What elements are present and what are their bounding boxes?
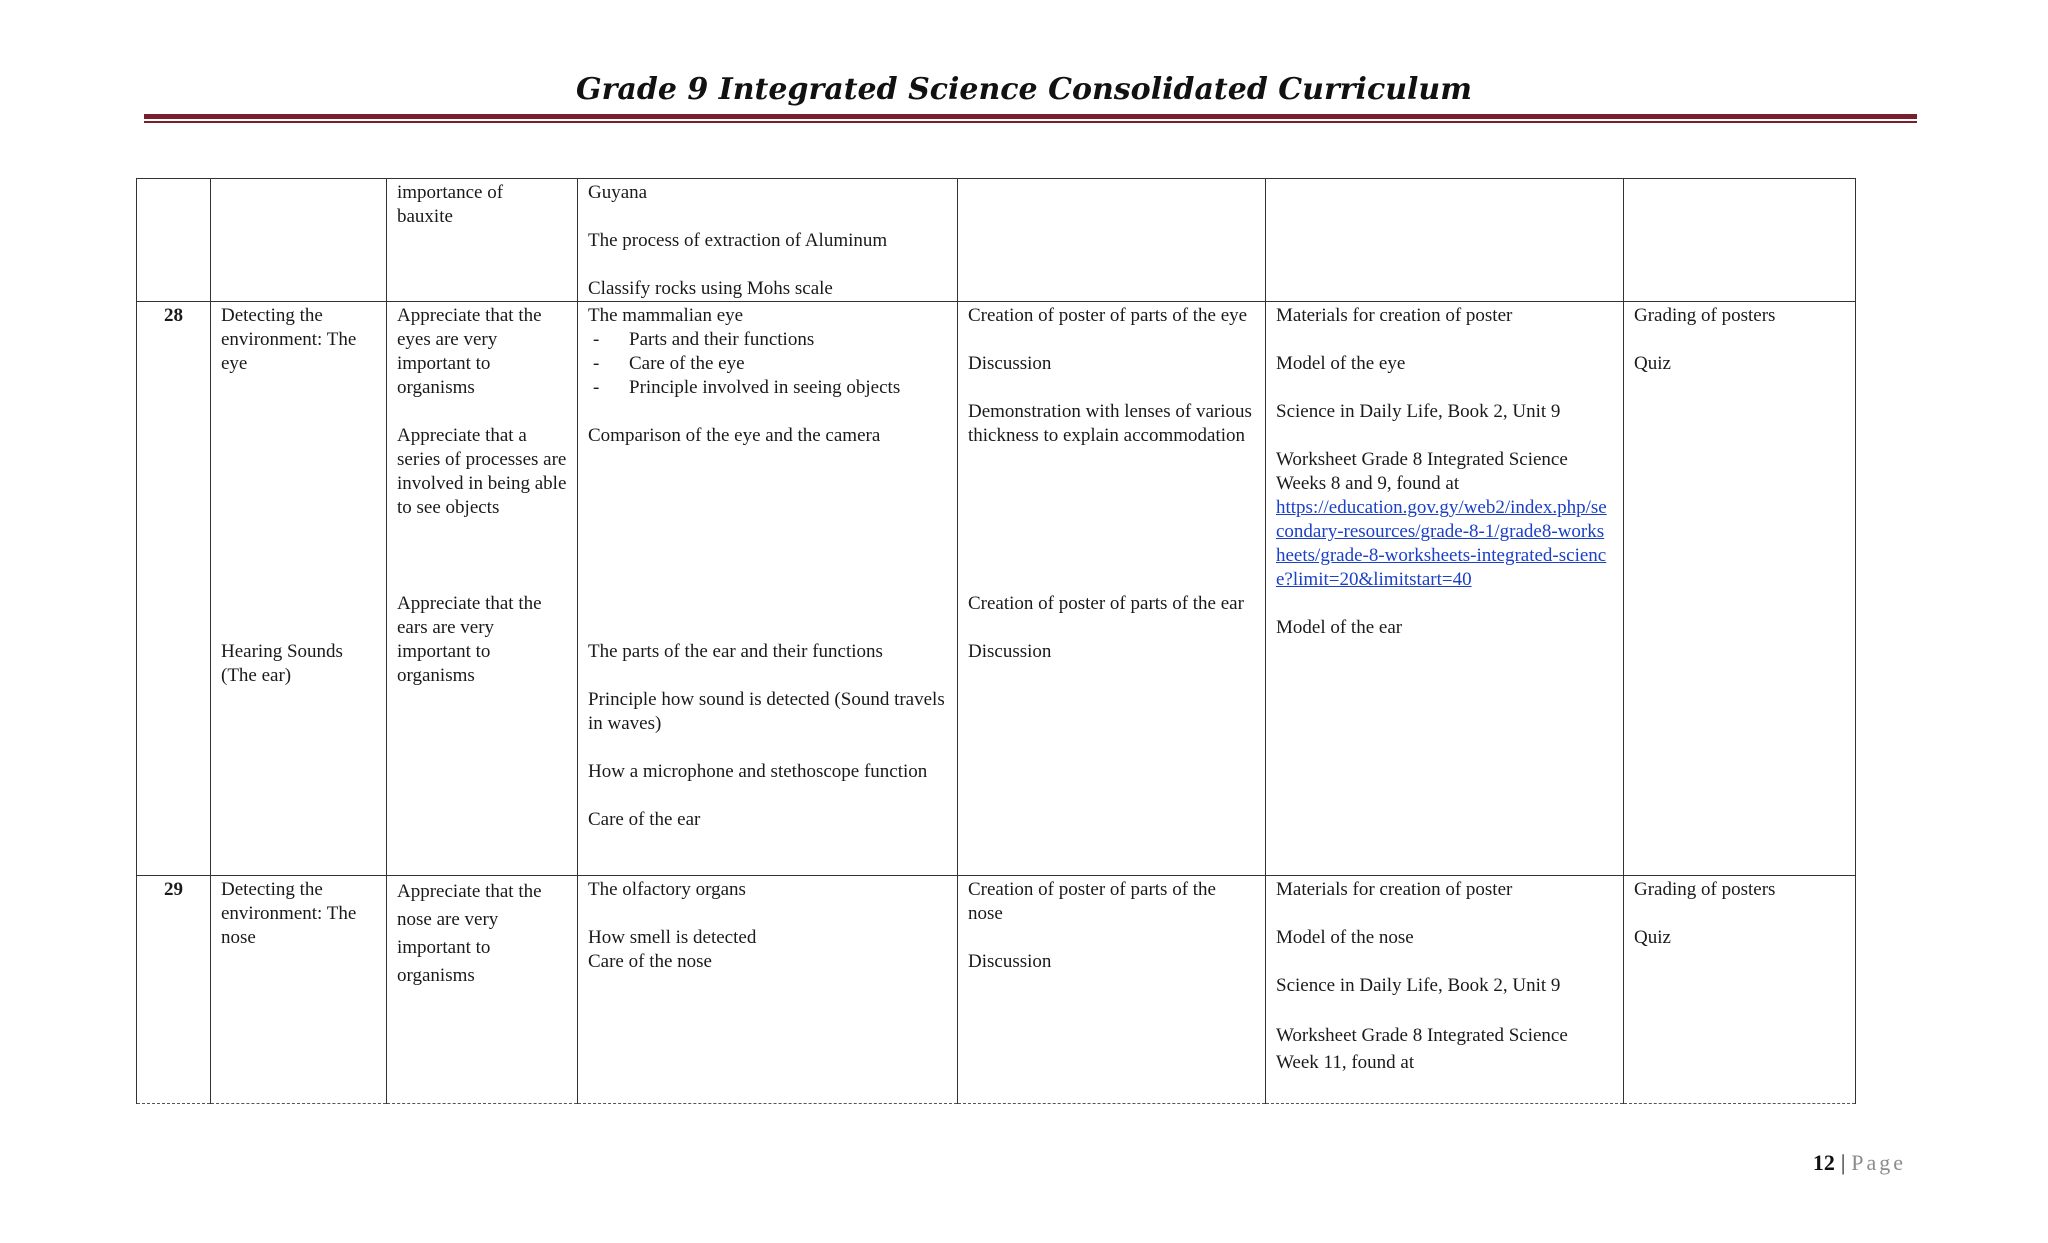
assessment-cell: Grading of posters Quiz — [1624, 876, 1856, 1104]
outcome-cell: importance of bauxite — [387, 179, 578, 302]
content-cell: The olfactory organs How smell is detected Care of the nose — [578, 876, 958, 1104]
activity-cell — [958, 179, 1266, 302]
assessment-cell — [1624, 179, 1856, 302]
footer-separator: | — [1840, 1150, 1846, 1175]
list-item: - Principle involved in seeing objects — [588, 376, 947, 400]
page-title: Grade 9 Integrated Science Consolidated Curriculum — [576, 72, 1472, 107]
resource-cell — [1266, 179, 1624, 302]
header-rule-thick — [144, 114, 1917, 119]
week-number: 28 — [137, 302, 211, 876]
topic-cell — [211, 179, 387, 302]
header-rule-thin — [144, 121, 1917, 123]
assessment-cell: Grading of posters Quiz — [1624, 302, 1856, 876]
worksheet-link[interactable]: https://education.gov.gy/web2/index.php/secondary-resources/grade-8-1/grade8-worksheets/grade-8-worksheets-integrated-science?limit=20&limitstart=40 — [1276, 497, 1607, 590]
topic-cell: Detecting the environment: The eye Hearing Sounds (The ear) — [211, 302, 387, 876]
table-row-week-28 — [137, 302, 1856, 876]
outcome-cell: Appreciate that the eyes are very important to organisms Appreciate that a series of processes are involved in being able to see objects Appreciate that the ears are very important to organisms — [387, 302, 578, 876]
resource-cell: Materials for creation of poster Model of the nose Science in Daily Life, Book 2, Unit 9 Worksheet Grade 8 Integrated Science Week 11, found at — [1266, 876, 1624, 1104]
eye-topics-list — [588, 328, 947, 400]
table-row-continuation — [137, 179, 1856, 302]
content-cell: Guyana The process of extraction of Aluminum Classify rocks using Mohs scale — [578, 179, 958, 302]
curriculum-table — [136, 178, 1856, 1104]
table-row-week-29 — [137, 876, 1856, 1104]
outcome-cell: Appreciate that the nose are very important to organisms — [387, 876, 578, 1104]
resource-cell: Materials for creation of poster Model of the eye Science in Daily Life, Book 2, Unit 9 Worksheet Grade 8 Integrated Science Weeks 8 and 9, found at https://education.gov.gy/web2/index.php/secondary-resources/grade-8-1/grade8-worksheets/grade-8-worksheets-integrated-science?limit=20&limitstart=40 Model of the ear — [1266, 302, 1624, 876]
page-label: Page — [1851, 1150, 1906, 1175]
list-item: - Care of the eye — [588, 352, 947, 376]
list-item: - Parts and their functions — [588, 328, 947, 352]
topic-cell: Detecting the environment: The nose — [211, 876, 387, 1104]
activity-cell: Creation of poster of parts of the nose Discussion — [958, 876, 1266, 1104]
activity-cell: Creation of poster of parts of the eye Discussion Demonstration with lenses of various thickness to explain accommodation Creation of poster of parts of the ear Discussion — [958, 302, 1266, 876]
week-cell — [137, 179, 211, 302]
content-cell: The mammalian eye - Parts and their functions - Care of the eye - Principle involved in seeing objects Comparison of the eye and the camera The parts of the ear and their functions Principle how sound is detected (Sound travels in waves) How a microphone and stethoscope function Care of the ear — [578, 302, 958, 876]
page-number: 12 — [1812, 1150, 1835, 1175]
week-number: 29 — [137, 876, 211, 1104]
page-footer — [1813, 1150, 1906, 1176]
